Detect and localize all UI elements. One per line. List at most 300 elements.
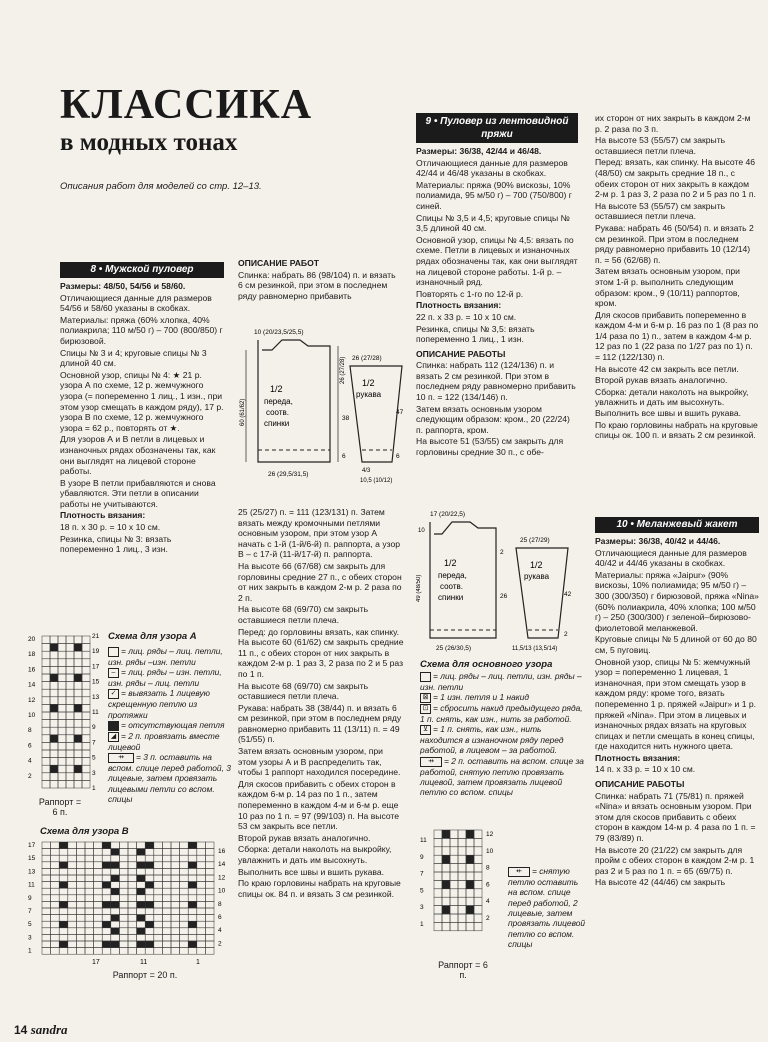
para-9-2: Материалы: пряжа (90% вискозы, 10% полиамида, 95 м/50 г) – 700 (750/800) г синей. [416, 179, 572, 211]
chart-cell [111, 948, 120, 955]
chart-cell [111, 934, 120, 941]
row-number: 15 [92, 678, 100, 686]
chart-cell [68, 948, 77, 955]
para-8-1: Отличающиеся данные для размеров 54/56 и 58/60 указаны в скобках. [60, 292, 212, 314]
chart-cell [128, 895, 137, 902]
column-model-9-cont [595, 113, 759, 511]
chart-cell [466, 830, 474, 838]
chart-cell [76, 941, 85, 948]
desc-8-top: Спинка: набрать 86 (98/104) п. и вязать 6 см резинкой, при этом в последнем ряду равномерно прибавить [238, 269, 396, 301]
c4-top-4: Рукава: набрать 46 (50/54) п. и вязать 2 см резинкой. При этом в последнем ряду равномерно прибавить 10 (12/14) п. = 56 (62/68) п. [595, 222, 754, 265]
legend-a-5: ⇸ = 3 п. оставить на вспом. спице перед работой, 3 лицевые, затем провязать лицевыми петли со вспом. спицы [108, 751, 231, 804]
chart-b-rapport: Раппорт = 20 п. [112, 970, 178, 980]
row-number: 9 [92, 724, 96, 732]
chart-cell [50, 666, 58, 674]
chart-cell [51, 934, 60, 941]
chart-cell [434, 897, 442, 905]
chart-cell [434, 838, 442, 846]
row-number: 5 [92, 754, 96, 762]
chart-b-col-11: 11 [140, 959, 148, 966]
chart-cell [85, 882, 94, 889]
row-number: 11 [92, 709, 99, 716]
model-8-heading: 8 • Мужской пуловер [60, 262, 224, 278]
chart-cell [42, 644, 50, 652]
para-9-11: Затем вязать основным узором следующим образом: кром., 20 (22/24) п. раппорта, кром. [416, 403, 570, 435]
chart-cell [145, 915, 154, 922]
chart-cell [42, 921, 51, 928]
desc-8-p11: По краю горловины набрать на круговые спицы ок. 84 п. и вязать 3 см резинкой. [238, 878, 401, 899]
chart-a-caption: Схема для узора А [108, 631, 197, 642]
side-lower-label: 38 [342, 415, 350, 422]
chart-cell [180, 915, 189, 922]
row-number: 15 [28, 855, 36, 863]
chart-cell [128, 855, 137, 862]
side-neck-label: 26 (27/28) [340, 356, 346, 384]
column-model-10 [595, 517, 759, 983]
page-title: КЛАССИКА [60, 82, 313, 128]
chart-cell [42, 948, 51, 955]
row-number: 10 [28, 712, 36, 719]
row-number: 3 [92, 769, 96, 777]
chart-cell [76, 842, 85, 849]
chart-cell [74, 765, 82, 773]
chart-cell [58, 742, 66, 750]
column-description-8-cont [238, 507, 404, 977]
para-9-5: Повторять с 1-го по 12-й р. [416, 288, 524, 299]
chart-cell [42, 888, 51, 895]
chart-cell [205, 948, 214, 955]
intro-text: Описания работ для моделей со стр. 12–13. [60, 181, 262, 192]
row-number: 1 [420, 921, 424, 928]
model-9-heading [416, 113, 578, 143]
chart-cell [59, 882, 68, 889]
chart-cell [111, 842, 120, 849]
chart-cell [50, 735, 58, 743]
chart-cell [205, 842, 214, 849]
chart-cell [180, 868, 189, 875]
row-number: 4 [486, 898, 490, 906]
chart-cell [42, 882, 51, 889]
chart-cell [162, 928, 171, 935]
chart-cell [205, 915, 214, 922]
row-number: 2 [486, 915, 490, 922]
chart-cell [442, 864, 450, 872]
chart-cell [137, 941, 146, 948]
sizes-8: Размеры: 48/50, 54/56 и 58/60. [60, 281, 186, 291]
chart-cell [466, 914, 474, 922]
chart-cell [85, 868, 94, 875]
chart-cell [68, 941, 77, 948]
chart-cell [94, 862, 103, 869]
chart-cell [111, 921, 120, 928]
chart-cell [145, 888, 154, 895]
chart-cell [119, 849, 128, 856]
chart-cell [82, 704, 90, 712]
chart-cell [74, 659, 82, 667]
chart-cell [458, 922, 466, 930]
chart-cell [180, 842, 189, 849]
chart-cell [42, 915, 51, 922]
chart-cell [205, 901, 214, 908]
chart-cell [205, 908, 214, 915]
chart-cell [42, 855, 51, 862]
chart-cell [76, 862, 85, 869]
chart-cell [66, 735, 74, 743]
chart-cell [137, 901, 146, 908]
para-9-1: Отличающиеся данные для размеров 42/44 и 46/48 указаны в скобках. [416, 157, 568, 179]
c4-top-3: На высоте 53 (55/57) см закрыть оставшиеся петли плеча. [595, 200, 726, 222]
para-8-3: Спицы № 3 и 4; круговые спицы № 3 длиной 40 см. [60, 347, 207, 369]
chart-cell [74, 758, 82, 766]
chart-cell [111, 849, 120, 856]
d9-side-upper: 2 [500, 549, 504, 556]
chart-cell [68, 908, 77, 915]
slip-stitch-icon: ⊻ [420, 725, 431, 735]
chart-cell [59, 915, 68, 922]
chart-cell [474, 897, 482, 905]
c4-top-1: На высоте 53 (55/57) см закрыть оставшиеся петли плеча. [595, 135, 726, 156]
para-8-9: Резинка, спицы № 3: вязать попеременно 1 лиц., 3 изн. [60, 533, 172, 555]
chart-cell [102, 862, 111, 869]
chart-cell [76, 921, 85, 928]
chart-cell [82, 720, 90, 728]
d9-fb-d: спинки [438, 593, 464, 602]
chart-cell [94, 842, 103, 849]
row-number: 6 [28, 742, 32, 750]
chart-cell [42, 651, 50, 659]
chart-cell [119, 868, 128, 875]
bottom-width-label: 26 (29,5/31,5) [268, 471, 309, 478]
chart-cell [111, 901, 120, 908]
chart-cell [102, 888, 111, 895]
side-total-label: 60 (61/62) [240, 398, 246, 426]
chart-cell [82, 727, 90, 735]
chart-cell [82, 712, 90, 720]
row-number: 6 [486, 881, 490, 889]
row-number: 9 [28, 894, 32, 902]
knit-symbol-icon [108, 647, 119, 657]
chart-cell [82, 758, 90, 766]
chart-cell [59, 941, 68, 948]
sleeve-outline [350, 366, 402, 462]
chart-cell [154, 855, 163, 862]
chart-cell [154, 868, 163, 875]
chart-cell [58, 727, 66, 735]
para-10-6: 14 п. х 33 р. = 10 х 10 см. [595, 764, 696, 775]
chart-cell [102, 915, 111, 922]
para-8-5: Для узоров А и В петли в лицевых и изнаночных рядах обозначены так, как они выглядят на лицевой стороне работы. [60, 434, 216, 477]
chart-cell [128, 921, 137, 928]
chart-cell [450, 847, 458, 855]
chart-cell [128, 842, 137, 849]
chart-cell [450, 838, 458, 846]
chart-cell [42, 750, 50, 758]
chart-cell [68, 842, 77, 849]
chart-cell [74, 742, 82, 750]
chart-cell [74, 674, 82, 682]
chart-cell [180, 855, 189, 862]
chart-cell [82, 682, 90, 690]
chart-cell [59, 875, 68, 882]
chart-cell [74, 682, 82, 690]
chart-cell [128, 875, 137, 882]
chart-cell [205, 921, 214, 928]
chart-b-left-rows [28, 842, 36, 955]
chart-cell [171, 849, 180, 856]
chart-cell [76, 888, 85, 895]
chart-cell [128, 862, 137, 869]
column-description-8 [238, 258, 400, 328]
front-back-label-a: 1/2 [270, 384, 283, 394]
chart-cell [42, 928, 51, 935]
chart-cell [474, 864, 482, 872]
desc-8-p9: Сборка: детали наколоть на выкройку, увлажнить и дать им высохнуть. [238, 844, 392, 865]
row-number: 5 [420, 887, 424, 895]
chart-cell [50, 704, 58, 712]
chart-cell [137, 882, 146, 889]
chart-cell [76, 895, 85, 902]
desc-8-p0: 25 (25/27) п. = 111 (123/131) п. Затем вязать между кромочными петлями основным узором, при этом узор А начать с 1-й (1-й/6-й) п. раппорта, а узор В – с 17-й (11-й/17-й) п. раппорта. [238, 507, 401, 560]
chart-cell [162, 849, 171, 856]
chart-cell [42, 727, 50, 735]
chart-cell [171, 875, 180, 882]
chart-cell [50, 636, 58, 644]
chart-cell [68, 934, 77, 941]
chart-cell [171, 882, 180, 889]
chart-cell [154, 875, 163, 882]
chart-cell [205, 928, 214, 935]
chart-cell [188, 855, 197, 862]
chart-cell [68, 875, 77, 882]
chart-cell [59, 868, 68, 875]
chart-cell [197, 915, 206, 922]
chart-cell [74, 780, 82, 788]
chart-cell [111, 862, 120, 869]
chart-cell [50, 712, 58, 720]
chart-cell [205, 895, 214, 902]
sleeve-top-label: 26 (27/28) [352, 355, 382, 362]
chart-cell [205, 941, 214, 948]
chart-cell [197, 882, 206, 889]
c4-top-10: По краю горловины набрать на круговые спицы ок. 100 п. и вязать 2 см резинкой. [595, 419, 758, 441]
chart-cell [162, 941, 171, 948]
chart-9-legend [420, 671, 584, 798]
chart-cell [42, 742, 50, 750]
chart-cell [171, 921, 180, 928]
para-9-6: Плотность вязания: [416, 300, 502, 311]
chart-cell [434, 855, 442, 863]
chart-cell [42, 773, 50, 781]
chart-cell [50, 659, 58, 667]
desc-8-p10: Выполнить все швы и вшить рукава. [238, 866, 385, 877]
chart-cell [85, 921, 94, 928]
chart-cell [102, 895, 111, 902]
chart-cell [145, 875, 154, 882]
chart-cell [205, 934, 214, 941]
chart-cell [50, 773, 58, 781]
chart-cell [59, 948, 68, 955]
chart-cell [82, 636, 90, 644]
chart-cell [76, 908, 85, 915]
chart-cell [42, 758, 50, 766]
row-number: 7 [28, 908, 32, 915]
row-number: 4 [218, 927, 222, 935]
chart-cell [145, 948, 154, 955]
chart-cell [180, 908, 189, 915]
chart-cell [50, 750, 58, 758]
d9-sl-a: 1/2 [530, 560, 543, 570]
chart-9-right-rows [486, 831, 494, 922]
chart-cell [66, 750, 74, 758]
row-number: 14 [218, 861, 226, 869]
chart-cell [66, 697, 74, 705]
chart-cell [162, 921, 171, 928]
chart-cell [85, 842, 94, 849]
chart-cell [111, 941, 120, 948]
chart-cell [162, 888, 171, 895]
chart-cell [111, 895, 120, 902]
desc-9-heading: ОПИСАНИЕ РАБОТЫ [416, 348, 506, 359]
chart-cell [85, 901, 94, 908]
row-number: 17 [92, 663, 100, 671]
row-number: 1 [92, 785, 96, 792]
sleeve-height-label: 47 [396, 409, 404, 416]
para-10-10: На высоте 42 (44/46) см закрыть [595, 877, 726, 888]
chart-cell [197, 908, 206, 915]
chart-cell [154, 928, 163, 935]
legend-a-0: = лиц. ряды – лиц. петли, изн. ряды –изн. петли [108, 646, 223, 667]
chart-cell [42, 842, 51, 849]
magazine-brand: sandra [30, 1022, 68, 1037]
chart-cell [162, 862, 171, 869]
chart-cell [145, 934, 154, 941]
chart-cell [102, 875, 111, 882]
chart-cell [171, 908, 180, 915]
chart-cell [50, 697, 58, 705]
chart-cell [180, 849, 189, 856]
chart-cell [42, 636, 50, 644]
chart-cell [162, 868, 171, 875]
chart-cell [76, 928, 85, 935]
chart-cell [82, 674, 90, 682]
desc-8-p3: Перед: до горловины вязать, как спинку. На высоте 60 (61/62) см закрыть средние 11 п., с обеих сторон от них закрыть в каждом 2-м р. 1 раз 3, 2 раза по 2 и 5 раз по 1 п. [238, 626, 404, 679]
chart-9-grid [420, 826, 504, 946]
chart-cell [58, 765, 66, 773]
chart-cell [58, 712, 66, 720]
chart-cell [442, 880, 450, 888]
desc-8-heading: ОПИСАНИЕ РАБОТ [238, 258, 320, 268]
chart-cell [442, 897, 450, 905]
chart-cell [111, 928, 120, 935]
chart-cell [188, 842, 197, 849]
row-number: 18 [28, 651, 36, 659]
chart-a-legend [108, 646, 232, 804]
chart-cell [51, 928, 60, 935]
chart-cell [76, 934, 85, 941]
chart-cell [145, 921, 154, 928]
chart-cell [197, 868, 206, 875]
row-number: 16 [218, 848, 226, 855]
chart-cell [474, 889, 482, 897]
c4-top-8: Второй рукав вязать аналогично. [595, 375, 728, 386]
chart-cell [74, 750, 82, 758]
row-number: 3 [420, 904, 424, 912]
k2tog-icon: ◢ [108, 732, 119, 742]
chart-cell [137, 849, 146, 856]
chart-cell [85, 941, 94, 948]
chart-cell [50, 720, 58, 728]
para-10-8: Спинка: набрать 71 (75/81) п. пряжей «Nina» и вязать основным узором. При этом для скосов прибавить с обеих сторон в каждом 14-м р. 4 раза по 1 п. = 79 (83/89) п. [595, 790, 756, 844]
d9-fb-c: соотв. [440, 582, 463, 591]
side-rib-label: 6 [342, 453, 346, 460]
row-number: 12 [486, 831, 494, 838]
chart-cell [58, 644, 66, 652]
chart-cell [434, 889, 442, 897]
chart-cell [42, 674, 50, 682]
chart-cell [58, 735, 66, 743]
chart-cell [442, 914, 450, 922]
chart-cell [50, 651, 58, 659]
d9-sleeve-height: 42 [564, 591, 572, 598]
chart-cell [458, 864, 466, 872]
chart-cell [58, 758, 66, 766]
chart-cell [51, 908, 60, 915]
para-9-3: Спицы № 3,5 и 4,5; круговые спицы № 3,5 длиной 40 см. [416, 212, 570, 234]
chart-cell [188, 849, 197, 856]
chart-cell [458, 847, 466, 855]
chart-cell [102, 868, 111, 875]
chart-cell [171, 855, 180, 862]
chart-cell [58, 659, 66, 667]
row-number: 7 [420, 870, 424, 878]
chart-cell [85, 888, 94, 895]
chart-b-grid [28, 838, 238, 968]
chart-cell [59, 862, 68, 869]
chart-cell [128, 901, 137, 908]
chart-cell [205, 882, 214, 889]
chart-cell [51, 895, 60, 902]
chart-cell [180, 928, 189, 935]
para-10-4: Оновной узор, спицы № 5: жемчужный узор = попеременно 1 лицевая, 1 изнаночная, при этом смещать узор в каждом ряду: кроме того, вязать попеременно 1 р. пряжей «Jaipur» и 1 р. пряжей «Nina». При этом в лицевых и изнаночных рядах вязать на круговых спицах и петли смещать в конец спицы, где находится нить нужного цвета. [595, 656, 757, 752]
schematic-model-8 [238, 322, 406, 494]
chart-cell [111, 888, 120, 895]
sleeve-label-a: 1/2 [362, 378, 375, 388]
chart-cell [450, 922, 458, 930]
para-9-12: На высоте 51 (53/55) см закрыть для горловины средние 30 п., с обе- [416, 436, 564, 458]
chart-cell [197, 875, 206, 882]
chart-cell [458, 897, 466, 905]
chart-cell [180, 948, 189, 955]
para-8-7: Плотность вязания: [60, 510, 146, 521]
chart-cell [51, 882, 60, 889]
desc-8-p8: Второй рукав вязать аналогично. [238, 832, 371, 843]
cable-front-icon: ⇷ [508, 867, 530, 877]
chart-cell [50, 689, 58, 697]
chart-cell [197, 842, 206, 849]
chart-cell [94, 875, 103, 882]
desc-10-heading: ОПИСАНИЕ РАБОТЫ [595, 779, 685, 790]
chart-b-col-17: 17 [92, 959, 100, 966]
chart-cell [434, 914, 442, 922]
chart-cell [94, 868, 103, 875]
chart-cell [458, 880, 466, 888]
chart-cell [442, 889, 450, 897]
row-number: 2 [28, 772, 32, 780]
desc-8-p5: Рукава: набрать 38 (38/44) п. и вязать 6 см резинкой, при этом в последнем ряду равномерно прибавить 11 (13/11) п. = 49 (51/55) п. [238, 702, 402, 745]
chart-cell [442, 847, 450, 855]
chart-cell [76, 875, 85, 882]
chart-cell [102, 849, 111, 856]
